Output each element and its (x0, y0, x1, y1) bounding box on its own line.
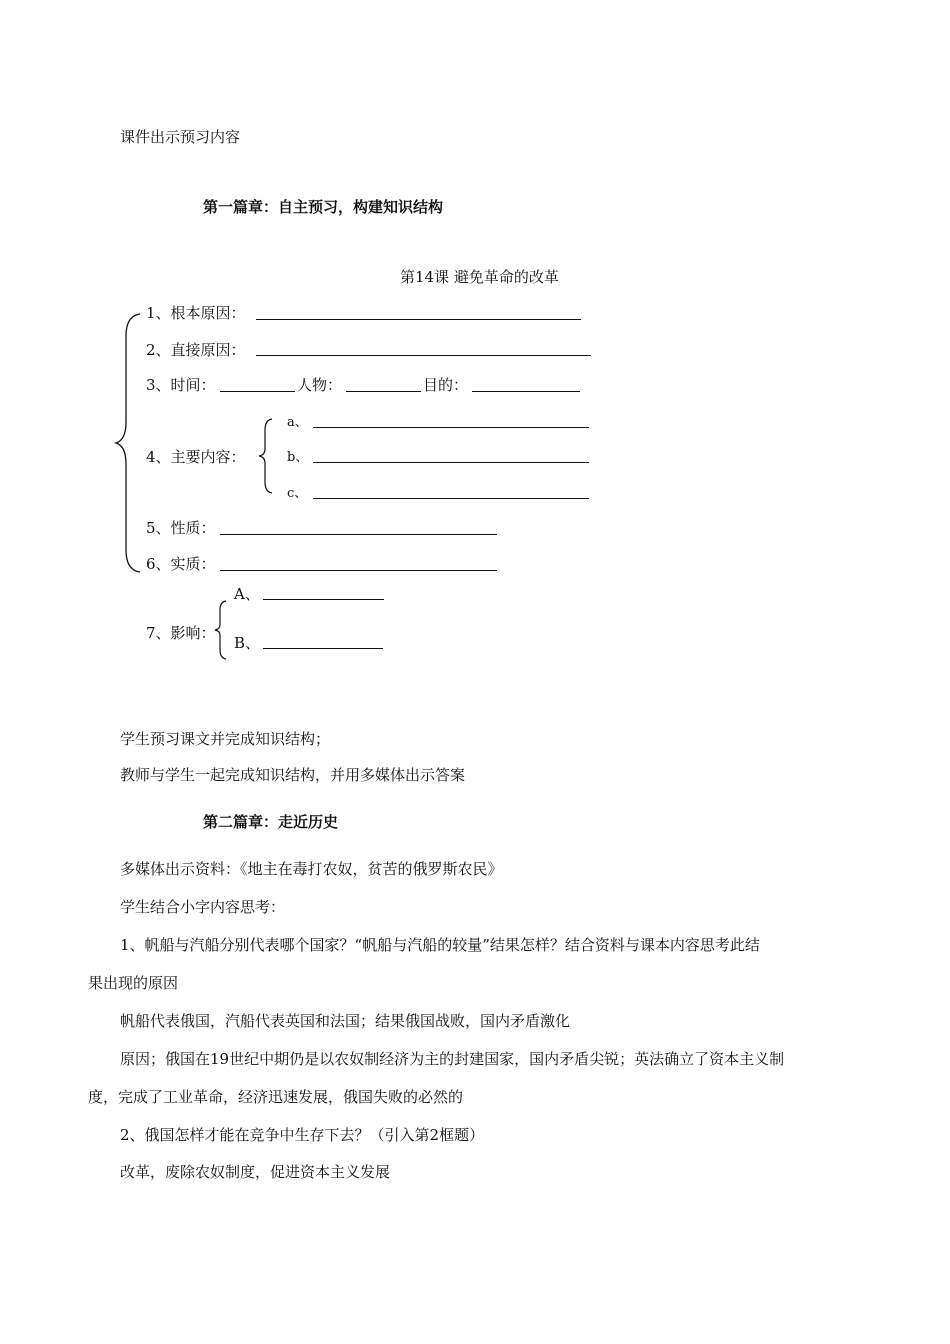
chapter1-title: 第一篇章：自主预习，构建知识结构 (203, 198, 444, 216)
item-direct-cause-label: 2、直接原因： (146, 341, 246, 359)
content-brace (256, 418, 274, 494)
item-purpose-blank (472, 391, 580, 392)
item-impact-a-blank (263, 599, 384, 600)
question-2: 2、俄国怎样才能在竞争中生存下去？（引入第2框题） (120, 1126, 485, 1144)
item-impact-b-label: B、 (234, 634, 261, 652)
answer-1: 帆船代表俄国，汽船代表英国和法国；结果俄国战败，国内矛盾激化 (120, 1012, 571, 1030)
reason-line-1: 原因；俄国在19世纪中期仍是以农奴制经济为主的封建国家，国内矛盾尖锐；英法确立了资本主义制 (120, 1050, 785, 1068)
reason-line-2: 度，完成了工业革命，经济迅速发展，俄国失败的必然的 (88, 1088, 464, 1106)
chapter2-title: 第二篇章：走近历史 (203, 813, 339, 831)
outline-brace-large (112, 312, 142, 574)
body-paragraph-2: 学生结合小字内容思考： (120, 898, 286, 916)
intro-line: 课件出示预习内容 (120, 128, 241, 146)
item-content-b-blank (313, 462, 589, 463)
item-content-a-blank (313, 427, 589, 428)
lesson-title: 第14课 避免革命的改革 (400, 268, 559, 286)
impact-brace (212, 600, 228, 660)
item-essence-blank (220, 570, 497, 571)
item-root-cause-label: 1、根本原因： (146, 304, 246, 322)
item-time-blank (220, 391, 295, 392)
item-time-label: 3、时间： (146, 376, 216, 394)
item-main-content-label: 4、主要内容： (146, 448, 246, 466)
item-people-blank (346, 391, 421, 392)
item-direct-cause-blank (256, 355, 591, 356)
question-1-line-1: 1、帆船与汽船分别代表哪个国家？“帆船与汽船的较量”结果怎样？结合资料与课本内容思考此结 (120, 936, 760, 954)
item-nature-blank (220, 534, 497, 535)
question-1-line-2: 果出现的原因 (88, 974, 179, 992)
after-struct-line-1: 学生预习课文并完成知识结构； (120, 730, 331, 748)
item-impact-label: 7、影响： (146, 624, 216, 642)
item-impact-b-blank (263, 648, 383, 649)
item-root-cause-blank (256, 319, 581, 320)
item-impact-a-label: A、 (234, 585, 260, 603)
item-content-c-label: c、 (287, 486, 308, 501)
body-paragraph-1: 多媒体出示资料：《地主在毒打农奴，贫苦的俄罗斯农民》 (120, 860, 503, 878)
item-essence-label: 6、实质： (146, 555, 216, 573)
item-nature-label: 5、性质： (146, 519, 216, 537)
item-people-label: 人物： (297, 376, 343, 394)
after-struct-line-2: 教师与学生一起完成知识结构，并用多媒体出示答案 (120, 766, 466, 784)
answer-2: 改革，废除农奴制度，促进资本主义发展 (120, 1163, 391, 1181)
item-content-c-blank (313, 498, 589, 499)
item-purpose-label: 目的： (423, 376, 469, 394)
item-content-b-label: b、 (287, 450, 309, 465)
item-content-a-label: a、 (287, 415, 308, 430)
